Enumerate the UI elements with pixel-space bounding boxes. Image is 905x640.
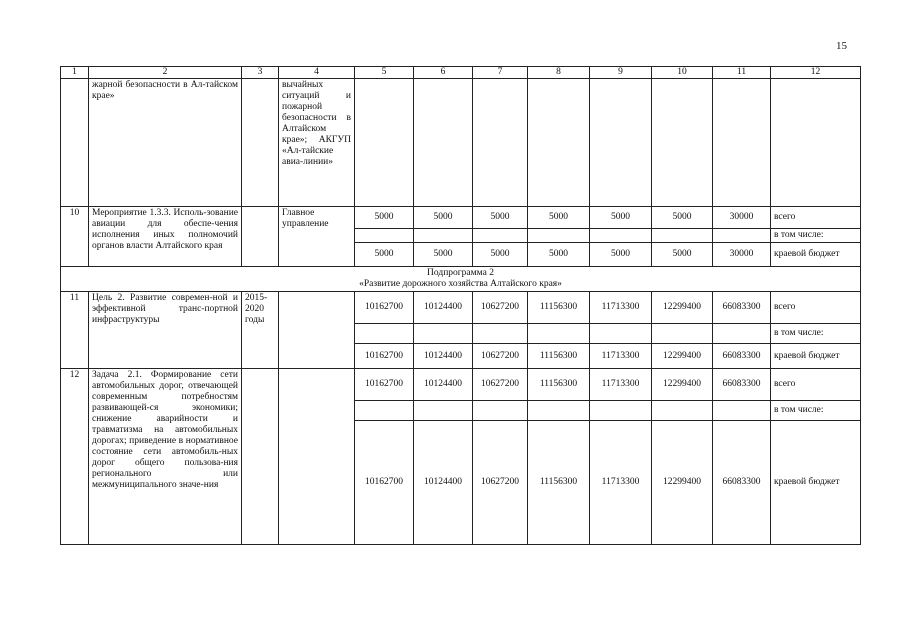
cell-value: 10124400: [414, 369, 473, 401]
cell-value: 66083300: [713, 421, 771, 545]
col-header: 12: [771, 67, 861, 79]
cell-value: 5000: [590, 207, 652, 229]
col-header: 10: [652, 67, 713, 79]
col-header: 1: [61, 67, 89, 79]
cell-value: 5000: [652, 207, 713, 229]
cell-value: 5000: [652, 243, 713, 267]
table-row-12-total: [61, 369, 861, 401]
cell-source: краевой бюджет: [771, 243, 861, 267]
financing-table: [60, 66, 861, 545]
cell-value: 11713300: [590, 344, 652, 369]
cell-value: 30000: [713, 207, 771, 229]
table-row-11-total: [61, 292, 861, 324]
col-header: 9: [590, 67, 652, 79]
cell-source: краевой бюджет: [771, 421, 861, 545]
page-number: 15: [836, 40, 847, 52]
cell-value: 30000: [713, 243, 771, 267]
cell-value: 10124400: [414, 292, 473, 324]
col-header: 4: [279, 67, 355, 79]
cell-value: 5000: [414, 207, 473, 229]
cell-name: Задача 2.1. Формирование сети автомобильных дорог, отвечающей современным потребностям развивающей-ся экономики; снижение аварийности и травматизма на автомобильных дорогах; приведение в нормативное состояние сети автомобиль-ных дорог общего пользова-ния регионального или межмуниципального значе-ния: [89, 369, 242, 545]
cell-period: [242, 207, 279, 267]
cell-value: 12299400: [652, 369, 713, 401]
cell-source: всего: [771, 369, 861, 401]
cell-value: 10627200: [473, 344, 528, 369]
header-row: [61, 67, 861, 79]
cell-value: 11156300: [528, 292, 590, 324]
cell-value: 5000: [473, 207, 528, 229]
col-header: 11: [713, 67, 771, 79]
cell-value: 66083300: [713, 369, 771, 401]
col-header: 3: [242, 67, 279, 79]
cell-value: 66083300: [713, 344, 771, 369]
cell-source: всего: [771, 292, 861, 324]
cell-no: 11: [61, 292, 89, 369]
cell-value: 12299400: [652, 421, 713, 545]
cell-value: 10124400: [414, 421, 473, 545]
cell-value: 11156300: [528, 369, 590, 401]
table-row-10-total: [61, 207, 861, 229]
cell-value: 12299400: [652, 344, 713, 369]
subprogram-name: «Развитие дорожного хозяйства Алтайского края»: [359, 279, 562, 289]
col-header: 7: [473, 67, 528, 79]
cell-value: 5000: [528, 243, 590, 267]
cell-source: всего: [771, 207, 861, 229]
cell-value: 10162700: [355, 292, 414, 324]
cell-name: жарной безопасности в Ал-тайском крае»: [89, 79, 242, 207]
cell-value: 10162700: [355, 344, 414, 369]
cell-period: 2015-2020 годы: [242, 292, 279, 369]
cell-value: 5000: [414, 243, 473, 267]
cell-value: 10627200: [473, 292, 528, 324]
col-header: 5: [355, 67, 414, 79]
cell-executor: [279, 292, 355, 369]
cell-value: 10627200: [473, 369, 528, 401]
cell-source: в том числе:: [771, 324, 861, 344]
cell-period: [242, 369, 279, 545]
col-header: 8: [528, 67, 590, 79]
col-header: 2: [89, 67, 242, 79]
cell-value: 10162700: [355, 369, 414, 401]
cell-value: 66083300: [713, 292, 771, 324]
cell-name: Цель 2. Развитие современ-ной и эффективной транс-портной инфраструктуры: [89, 292, 242, 369]
cell-value: 5000: [473, 243, 528, 267]
subprogram-title: Подпрограмма 2: [427, 268, 494, 278]
cell-name: Мероприятие 1.3.3. Исполь-зование авиации для обеспе-чения исполнения иных полномочий органов власти Алтайского края: [89, 207, 242, 267]
cell-value: 10124400: [414, 344, 473, 369]
cell-value: 10627200: [473, 421, 528, 545]
cell-value: 5000: [528, 207, 590, 229]
cell-no: 10: [61, 207, 89, 267]
table-row-continuation: [61, 79, 861, 207]
cell-executor: [279, 369, 355, 545]
cell-value: 11713300: [590, 421, 652, 545]
cell-value: 12299400: [652, 292, 713, 324]
subprogram-heading-row: [61, 267, 861, 292]
cell-executor: Главное управление: [279, 207, 355, 267]
cell-value: 11713300: [590, 369, 652, 401]
cell-source: в том числе:: [771, 229, 861, 243]
cell-value: 5000: [590, 243, 652, 267]
cell-value: 5000: [355, 207, 414, 229]
cell-source: краевой бюджет: [771, 344, 861, 369]
cell-executor: вычайных ситуаций и пожарной безопасности в Алтайском крае»; АКГУП «Ал-тайские авиа-линии»: [279, 79, 355, 207]
cell-value: 11156300: [528, 344, 590, 369]
cell-value: 5000: [355, 243, 414, 267]
cell-value: 11713300: [590, 292, 652, 324]
cell-no: 12: [61, 369, 89, 545]
cell-value: 11156300: [528, 421, 590, 545]
cell-value: 10162700: [355, 421, 414, 545]
cell-source: в том числе:: [771, 401, 861, 421]
col-header: 6: [414, 67, 473, 79]
